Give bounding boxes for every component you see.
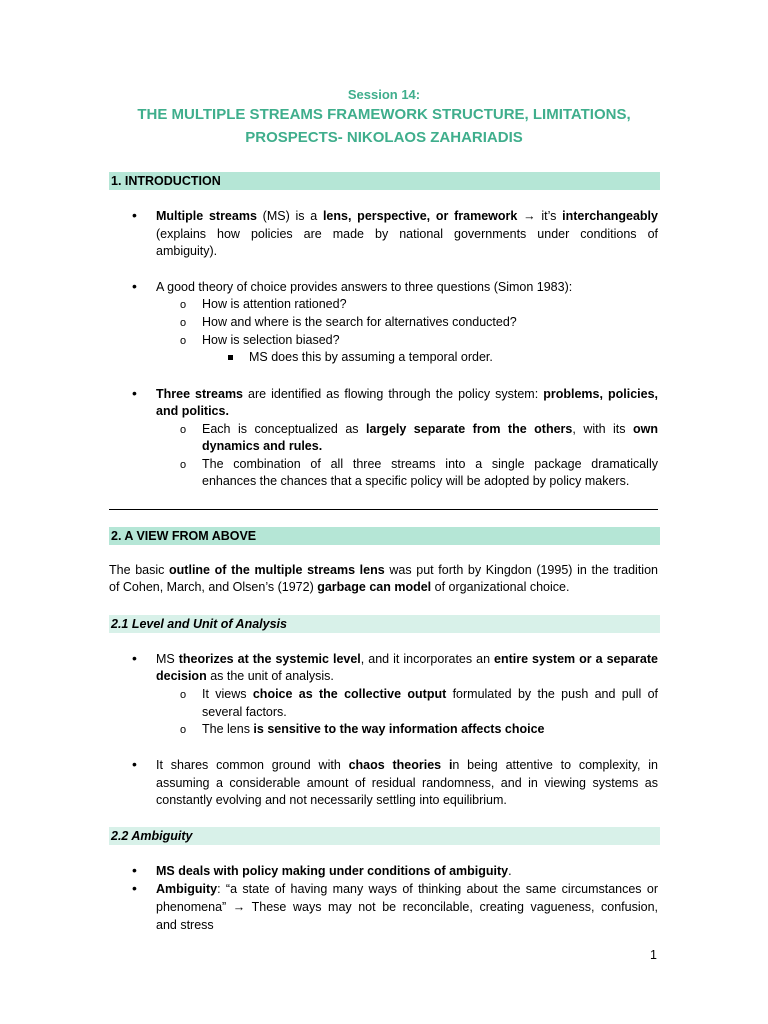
page-number: 1 bbox=[650, 948, 657, 962]
circle-bullet-icon: o bbox=[180, 335, 187, 347]
circle-bullet-icon: o bbox=[180, 724, 187, 736]
circle-bullet-icon: o bbox=[180, 299, 187, 311]
paragraph-line: Ambiguity: “a state of having many ways of thinking about the same circumstances or bbox=[156, 882, 658, 896]
paragraph-line: phenomena” → These ways may not be reconcilable, creating vagueness, confusion, bbox=[156, 900, 658, 914]
list-item: The lens is sensitive to the way information affects choice bbox=[202, 722, 545, 736]
circle-bullet-icon: o bbox=[180, 459, 187, 471]
list-item: How is selection biased? bbox=[202, 333, 340, 347]
bullet-icon: • bbox=[132, 207, 137, 223]
list-item: Each is conceptualized as largely separate from the others, with its own bbox=[202, 422, 658, 436]
bullet-icon: • bbox=[132, 756, 137, 772]
list-item: How is attention rationed? bbox=[202, 297, 347, 311]
paragraph-line: decision as the unit of analysis. bbox=[156, 669, 334, 683]
paragraph-line: MS theorizes at the systemic level, and it incorporates an entire system or a separate bbox=[156, 652, 658, 666]
circle-bullet-icon: o bbox=[180, 317, 187, 329]
bullet-icon: • bbox=[132, 650, 137, 666]
paragraph-line: ambiguity). bbox=[156, 244, 218, 258]
paragraph-line: and stress bbox=[156, 918, 214, 932]
horizontal-divider bbox=[109, 509, 658, 510]
paragraph-line: constantly evolving and not necessarily settling into equilibrium. bbox=[156, 793, 507, 807]
list-item-continuation: enhances the chances that a specific policy will be adopted by policy makers. bbox=[202, 474, 630, 488]
paragraph-line: Three streams are identified as flowing through the policy system: problems, policies, bbox=[156, 387, 658, 401]
circle-bullet-icon: o bbox=[180, 689, 187, 701]
circle-bullet-icon: o bbox=[180, 424, 187, 436]
session-label: Session 14: bbox=[347, 87, 421, 102]
paragraph-line: A good theory of choice provides answers to three questions (Simon 1983): bbox=[156, 280, 573, 294]
paragraph-line: It shares common ground with chaos theories in being attentive to complexity, in bbox=[156, 758, 658, 772]
section-heading-introduction: 1. INTRODUCTION bbox=[109, 172, 660, 190]
bullet-icon: • bbox=[132, 278, 137, 294]
paragraph-line: (explains how policies are made by national governments under conditions of bbox=[156, 227, 658, 241]
paragraph-line: MS deals with policy making under conditions of ambiguity. bbox=[156, 864, 512, 878]
list-item: How and where is the search for alternatives conducted? bbox=[202, 315, 517, 329]
paragraph-line: Multiple streams (MS) is a lens, perspective, or framework → it’s interchangeably bbox=[156, 209, 658, 223]
bullet-icon: • bbox=[132, 385, 137, 401]
title-line-1: THE MULTIPLE STREAMS FRAMEWORK STRUCTURE, LIMITATIONS, bbox=[137, 106, 631, 123]
paragraph-line: The basic outline of the multiple streams lens was put forth by Kingdon (1995) in the tradition bbox=[109, 563, 658, 577]
bullet-icon: • bbox=[132, 880, 137, 896]
square-bullet-icon bbox=[228, 355, 233, 360]
bullet-icon: • bbox=[132, 862, 137, 878]
paragraph-line: assuming a considerable amount of residual randomness, and in viewing systems as bbox=[156, 776, 658, 790]
list-item-continuation: several factors. bbox=[202, 705, 287, 719]
subsection-heading-ambiguity: 2.2 Ambiguity bbox=[109, 827, 660, 845]
subsection-heading-level-unit: 2.1 Level and Unit of Analysis bbox=[109, 615, 660, 633]
section-heading-view-from-above: 2. A VIEW FROM ABOVE bbox=[109, 527, 660, 545]
list-item: The combination of all three streams into a single package dramatically bbox=[202, 457, 658, 471]
list-item-continuation: dynamics and rules. bbox=[202, 439, 323, 453]
paragraph-line: and politics. bbox=[156, 404, 229, 418]
list-item: MS does this by assuming a temporal order. bbox=[249, 350, 493, 364]
list-item: It views choice as the collective output formulated by the push and pull of bbox=[202, 687, 658, 701]
title-line-2: PROSPECTS- NIKOLAOS ZAHARIADIS bbox=[245, 129, 523, 146]
paragraph-line: of Cohen, March, and Olsen’s (1972) garbage can model of organizational choice. bbox=[109, 580, 570, 594]
